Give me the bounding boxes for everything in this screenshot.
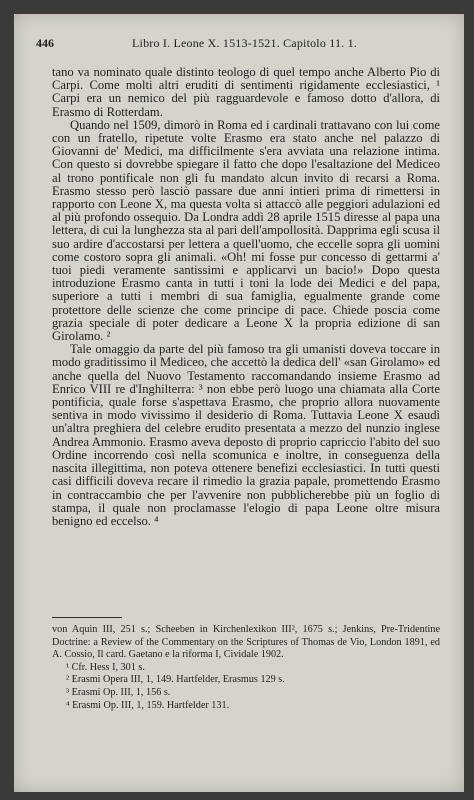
- main-text: [52, 66, 440, 528]
- book-page: [14, 14, 464, 792]
- page-number: 446: [36, 36, 54, 50]
- paragraph: tano va nominato quale distinto teologo di quel tempo anche Alberto Pio di Carpi. Come molti altri eruditi di sentimenti rigidamente ecclesiastici, ¹ Carpi era un nemico del più ragguardevole e famoso dotto d'allora, di Erasmo di Rotterdam.: [52, 65, 440, 119]
- footnote: ⁴ Erasmi Op. III, 1, 159. Hartfelder 131.: [66, 699, 230, 711]
- paragraph: Tale omaggio da parte del più famoso tra gli umanisti doveva toccare in modo graditissimo il Mediceo, che accettò la dedica dell' «san Girolamo» ed anche quella del Nuovo Testamento raccomandando insieme Erasmo ad Enrico VIII re d'Inghilterra: ³ non ebbe però luogo una chiamata alla Corte pontificia, quale forse s'aspettava Erasmo, che proprio allora nuovamente sentiva in modo vivissimo il desiderio di Roma. Tuttavia Leone X esaudì un'altra preghiera del celebre erudito presentata a mezzo del nunzio inglese Andrea Ammonio. Erasmo aveva deposto di proprio capriccio l'abito del suo Ordine incorrendo così nella scomunica e inoltre, in conseguenza della nascita illegittima, non poteva ottenere benefizi ecclesiastici. In tutti questi casi difficili doveva recare il rimedio la grazia papale, promettendo Erasmo in contraccambio che per l'avvenire non pubblicherebbe più un foglio di stampa, il quale non proclamasse l'elogio di papa Leone oltre misura benigno ed eccelso. ⁴: [52, 342, 440, 528]
- footnote: ¹ Cfr. Hess I, 301 s.: [66, 661, 145, 673]
- footnote-continuation: von Aquin III, 251 s.; Scheeben in Kirchenlexikon III², 1675 s.; Jenkins, Pre-Tridentine Doctrine: a Review of the Commentary on the Scriptures of Thomas de Vio, London 1891, ed A. Cossio, Il card. Gaetano e la riforma I, Cividale 1902.: [52, 624, 440, 661]
- footnotes: [52, 624, 440, 712]
- running-title: Libro I. Leone X. 1513-1521. Capitolo 11. 1.: [132, 36, 357, 50]
- footnote: ³ Erasmi Op. III, 1, 156 s.: [66, 686, 171, 698]
- footnote: ² Erasmi Opera III, 1, 149. Hartfelder, Erasmus 129 s.: [66, 674, 285, 686]
- footnote-divider: [52, 617, 122, 618]
- paragraph: Quando nel 1509, dimorò in Roma ed i cardinali trattavano con lui come con un fratello, ripetute volte Erasmo era stato anche nel palazzo di Giovanni de' Medici, ma difficilmente s'era avviata una relazione intima. Con questo si dovrebbe spiegare il fatto che dopo l'esaltazione del Mediceo al trono pontificale non gli fu mandato alcun invito di recarsi a Roma. Erasmo stesso però lasciò passare due anni intieri prima di rimettersi in rapporto con Leone X, ma questa volta si attaccò alle peggiori adulazioni ed al più profondo ossequio. Da Londra addì 28 aprile 1515 diresse al papa una lettera, di cui la lunghezza sta al pari dell'ampollosità. Dapprima egli scusa il suo ardire d'accostarsi per lettera a quell'uomo, che eccelle sopra gli uomini come costoro sopra gli animali. «Oh! mi fosse pur concesso di gettarmi a' tuoi piedi veramente santissimi e applicarvi un bacio!» Dopo questa introduzione Erasmo canta in tutti i toni la lode dei Medici e del papa, superiore a tutti i membri di sua famiglia, egualmente grande come protettore delle scienze che come principe di pace. Chiede poscia come grazia speciale di poter dedicare a Leone X la propria edizione di san Girolamo. ²: [52, 117, 440, 344]
